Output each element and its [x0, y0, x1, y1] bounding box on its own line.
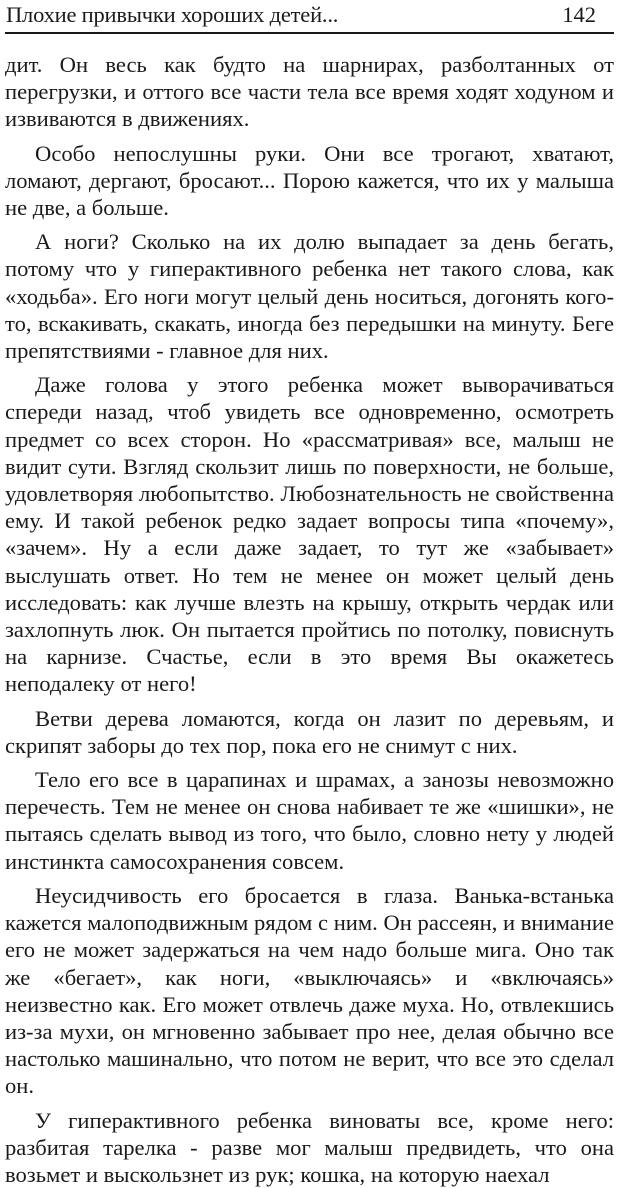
paragraph: Особо непослушны руки. Они все трогают, хватают, ломают, дергают, бросают... Порою кажется, что их у малыша не две, а больше.: [5, 140, 614, 221]
paragraph: Ветви дерева ломаются, когда он лазит по деревьям, и скрипят заборы до тех пор, пока его не снимут с них.: [5, 705, 614, 758]
body-text: [5, 51, 614, 1188]
paragraph: Неусидчивость его бросается в глаза. Ванька-встанька кажется малоподвижным рядом с ним. Он рассеян, и внимание его не может задержаться на чем надо больше мига. Оно так же «бегает», как ноги, «выключаясь» и «включаясь» неизвестно как. Его может отвлечь даже муха. Но, отвлекшись из-за мухи, он мгновенно забывает про нее, делая обычно все настолько машинально, что потом не верит, что все это сделал он.: [5, 882, 614, 1099]
page-number: 142: [562, 2, 596, 27]
paragraph: А ноги? Сколько на их долю выпадает за день бегать, потому что у гиперактивного ребенка нет такого слова, как «ходьба». Его ноги могут целый день носиться, догонять кого-то, вскакивать, скакать, иногда без передышки на минуту. Беге препятствиями - главное для них.: [5, 229, 614, 364]
paragraph: Даже голова у этого ребенка может выворачиваться спереди назад, чтоб увидеть все одновременно, осмотреть предмет со всех сторон. Но «рассматривая» все, малыш не видит сути. Взгляд скользит лишь по поверхности, не больше, удовлетворяя любопытство. Любознательность не свойственна ему. И такой ребенок редко задает вопросы типа «почему», «зачем». Ну а если даже задает, то тут же «забывает» выслушать ответ. Но тем не менее он может целый день исследовать: как лучше влезть на крышу, открыть чердак или захлопнуть люк. Он пытается пройтись по потолку, повиснуть на карнизе. Счастье, если в это время Вы окажетесь неподалеку от него!: [5, 372, 614, 697]
running-header: [5, 0, 614, 34]
running-title: Плохие привычки хороших детей...: [6, 2, 339, 27]
paragraph: У гиперактивного ребенка виноваты все, кроме него: разбитая тарелка - разве мог малыш предвидеть, что она возьмет и выскользнет из рук; кошка, на которую наехал: [5, 1107, 614, 1187]
paragraph: Тело его все в царапинах и шрамах, а занозы невозможно перечесть. Тем не менее он снова набивает те же «шишки», не пытаясь сделать вывод из того, что было, словно нету у людей инстинкта самосохранения совсем.: [5, 767, 614, 874]
paragraph-continued: дит. Он весь как будто на шарнирах, разболтанных от перегрузки, и оттого все части тела все время ходят ходуном и извиваются в движениях.: [5, 52, 614, 132]
